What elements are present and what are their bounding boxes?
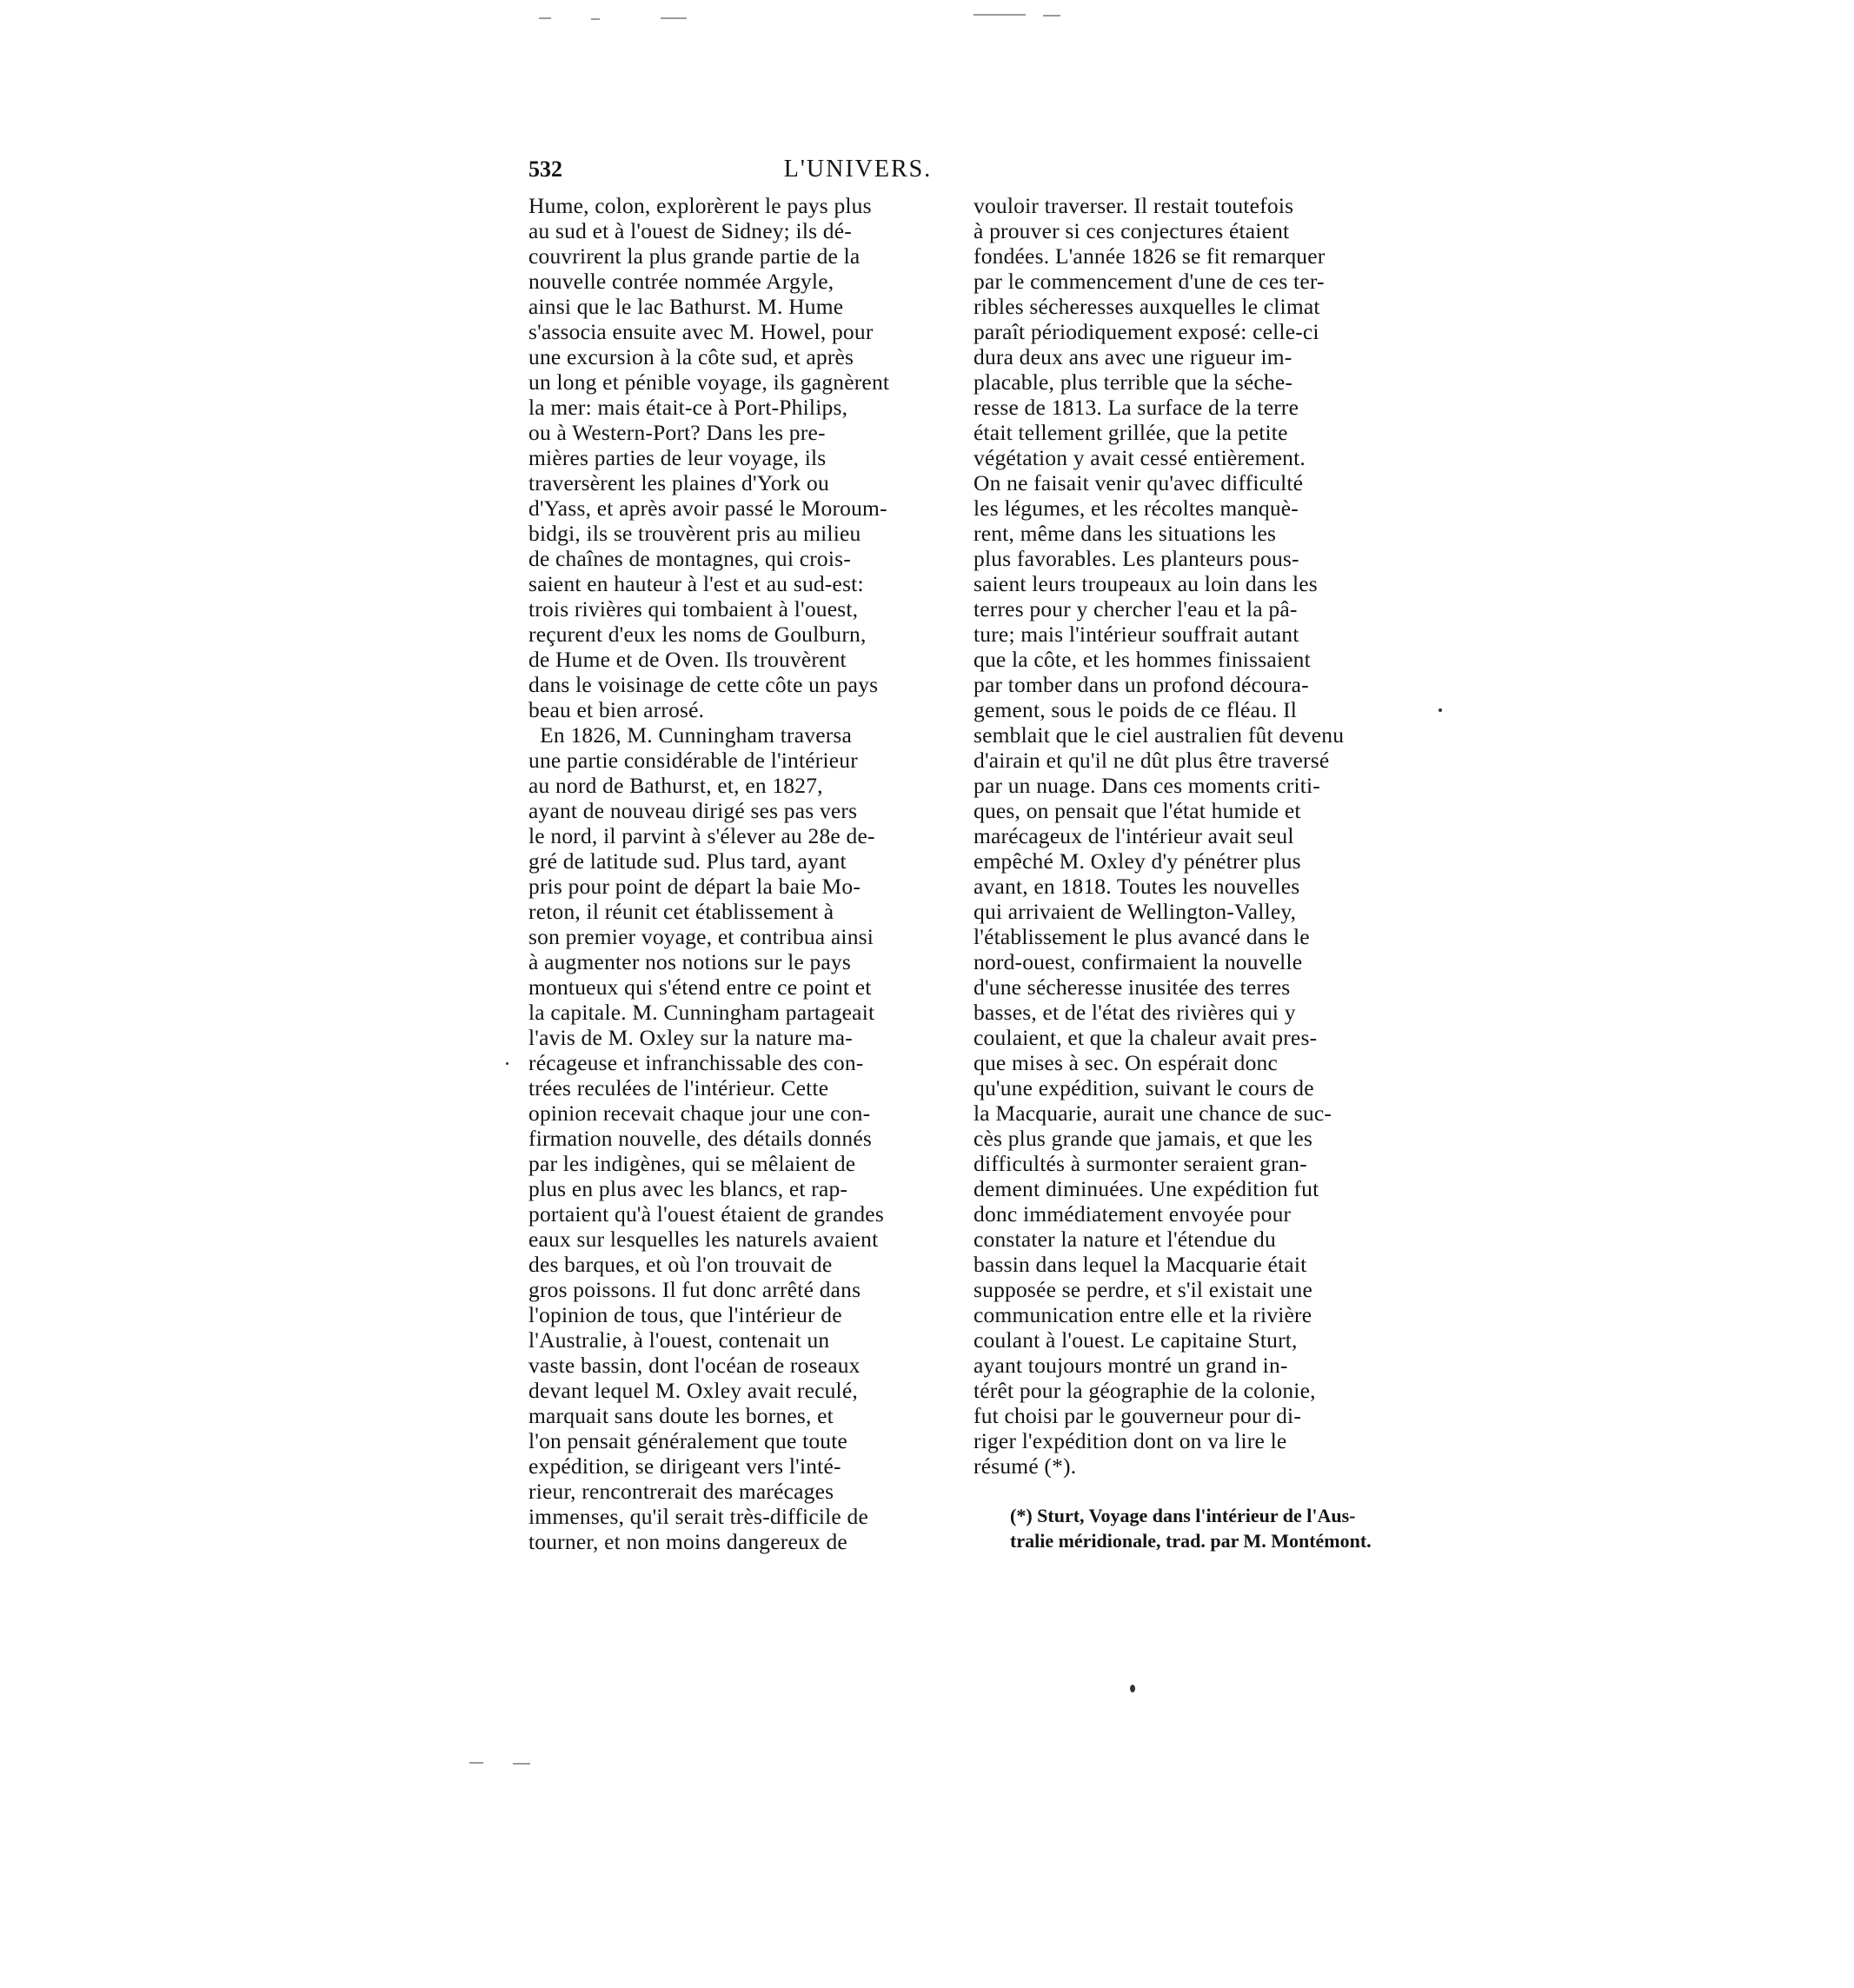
text-line: était tellement grillée, que la petite <box>974 420 1288 445</box>
text-line: ayant toujours montré un grand in- <box>974 1353 1288 1378</box>
text-line: s'associa ensuite avec M. Howel, pour <box>528 319 874 344</box>
right-text-column <box>974 193 1399 1479</box>
text-line: devant lequel M. Oxley avait reculé, <box>528 1378 858 1403</box>
scan-mark <box>661 17 687 19</box>
left-text-column <box>528 193 954 1554</box>
text-line: fondées. L'année 1826 se fit remarquer <box>974 243 1326 269</box>
footnote <box>1010 1504 1410 1554</box>
text-line: saient leurs troupeaux au loin dans les <box>974 571 1318 596</box>
text-line: On ne faisait venir qu'avec difficulté <box>974 470 1304 495</box>
text-line: difficultés à surmonter seraient gran- <box>974 1151 1307 1176</box>
text-line: portaient qu'à l'ouest étaient de grandes <box>528 1201 884 1227</box>
text-line: avant, en 1818. Toutes les nouvelles <box>974 874 1300 899</box>
text-line: d'Yass, et après avoir passé le Moroum- <box>528 495 887 521</box>
text-line: végétation y avait cessé entièrement. <box>974 445 1306 470</box>
text-line: bidgi, ils se trouvèrent pris au milieu <box>528 521 861 546</box>
text-line: saient en hauteur à l'est et au sud-est: <box>528 571 864 596</box>
text-line: d'airain et qu'il ne dût plus être traversé <box>974 748 1330 773</box>
text-line: traversèrent les plaines d'York ou <box>528 470 829 495</box>
text-line: par tomber dans un profond découra- <box>974 672 1309 697</box>
text-line: par un nuage. Dans ces moments criti- <box>974 773 1320 798</box>
text-line: vaste bassin, dont l'océan de roseaux <box>528 1353 861 1378</box>
scan-mark <box>1043 15 1060 17</box>
text-line: immenses, qu'il serait très-difficile de <box>528 1504 868 1529</box>
text-line: à augmenter nos notions sur le pays <box>528 949 852 974</box>
text-line: au sud et à l'ouest de Sidney; ils dé- <box>528 218 852 243</box>
text-line: gros poissons. Il fut donc arrêté dans <box>528 1277 861 1302</box>
text-line: l'avis de M. Oxley sur la nature ma- <box>528 1025 853 1050</box>
text-line: ques, on pensait que l'état humide et <box>974 798 1301 823</box>
text-line: nouvelle contrée nommée Argyle, <box>528 269 834 294</box>
text-line: expédition, se dirigeant vers l'inté- <box>528 1453 841 1479</box>
text-line: marquait sans doute les bornes, et <box>528 1403 834 1428</box>
text-line: coulant à l'ouest. Le capitaine Sturt, <box>974 1327 1298 1353</box>
text-line: par les indigènes, qui se mêlaient de <box>528 1151 856 1176</box>
text-line: dans le voisinage de cette côte un pays <box>528 672 879 697</box>
text-line: coulaient, et que la chaleur avait pres- <box>974 1025 1318 1050</box>
text-line: En 1826, M. Cunningham traversa <box>528 722 853 748</box>
text-line: opinion recevait chaque jour une con- <box>528 1100 871 1126</box>
text-line: trées reculées de l'intérieur. Cette <box>528 1075 829 1100</box>
text-line: cès plus grande que jamais, et que les <box>974 1126 1312 1151</box>
text-line: qu'une expédition, suivant le cours de <box>974 1075 1314 1100</box>
text-line: constater la nature et l'étendue du <box>974 1227 1276 1252</box>
text-line: au nord de Bathurst, et, en 1827, <box>528 773 823 798</box>
text-line: la Macquarie, aurait une chance de suc- <box>974 1100 1332 1126</box>
running-head: L'UNIVERS. <box>783 156 933 183</box>
text-line: bassin dans lequel la Macquarie était <box>974 1252 1307 1277</box>
text-line: plus en plus avec les blancs, et rap- <box>528 1176 848 1201</box>
text-line: riger l'expédition dont on va lire le <box>974 1428 1287 1453</box>
text-line: reçurent d'eux les noms de Goulburn, <box>528 622 867 647</box>
text-line: paraît périodiquement exposé: celle-ci <box>974 319 1319 344</box>
text-line: beau et bien arrosé. <box>528 697 705 722</box>
text-line: ou à Western-Port? Dans les pre- <box>528 420 826 445</box>
text-line: mières parties de leur voyage, ils <box>528 445 827 470</box>
text-line: récageuse et infranchissable des con- <box>528 1050 864 1075</box>
text-line: rieur, rencontrerait des marécages <box>528 1479 834 1504</box>
text-line: l'on pensait généralement que toute <box>528 1428 848 1453</box>
text-line: basses, et de l'état des rivières qui y <box>974 1000 1296 1025</box>
text-line: communication entre elle et la rivière <box>974 1302 1312 1327</box>
text-line: l'opinion de tous, que l'intérieur de <box>528 1302 842 1327</box>
text-line: une partie considérable de l'intérieur <box>528 748 858 773</box>
text-line: la capitale. M. Cunningham partageait <box>528 1000 875 1025</box>
text-line: supposée se perdre, et s'il existait une <box>974 1277 1313 1302</box>
text-line: firmation nouvelle, des détails donnés <box>528 1126 872 1151</box>
text-line: l'établissement le plus avancé dans le <box>974 924 1310 949</box>
text-line: d'une sécheresse inusitée des terres <box>974 974 1291 1000</box>
text-line: un long et pénible voyage, ils gagnèrent <box>528 369 890 395</box>
text-line: nord-ouest, confirmaient la nouvelle <box>974 949 1303 974</box>
text-line: resse de 1813. La surface de la terre <box>974 395 1299 420</box>
footnote-line: tralie méridionale, trad. par M. Montémont. <box>1010 1530 1372 1552</box>
text-line: de Hume et de Oven. Ils trouvèrent <box>528 647 847 672</box>
scan-mark <box>591 18 600 20</box>
scan-mark <box>974 14 1026 16</box>
text-line: résumé (*). <box>974 1453 1077 1479</box>
text-line: Hume, colon, explorèrent le pays plus <box>528 193 872 218</box>
text-line: couvrirent la plus grande partie de la <box>528 243 861 269</box>
text-line: semblait que le ciel australien fût devenu <box>974 722 1345 748</box>
text-line: plus favorables. Les planteurs pous- <box>974 546 1299 571</box>
text-line: à prouver si ces conjectures étaient <box>974 218 1290 243</box>
text-line: le nord, il parvint à s'élever au 28e de- <box>528 823 875 848</box>
text-line: térêt pour la géographie de la colonie, <box>974 1378 1316 1403</box>
text-line: marécageux de l'intérieur avait seul <box>974 823 1294 848</box>
text-line: placable, plus terrible que la séche- <box>974 369 1293 395</box>
text-line: gement, sous le poids de ce fléau. Il <box>974 697 1298 722</box>
footnote-line: (*) Sturt, Voyage dans l'intérieur de l'Aus- <box>1010 1505 1356 1526</box>
text-line: terres pour y chercher l'eau et la pâ- <box>974 596 1298 622</box>
text-line: tourner, et non moins dangereux de <box>528 1529 847 1554</box>
text-line: l'Australie, à l'ouest, contenait un <box>528 1327 830 1353</box>
text-line: par le commencement d'une de ces ter- <box>974 269 1325 294</box>
scan-speck <box>1439 708 1442 712</box>
text-line: ainsi que le lac Bathurst. M. Hume <box>528 294 844 319</box>
text-line: reton, il réunit cet établissement à <box>528 899 834 924</box>
text-line: donc immédiatement envoyée pour <box>974 1201 1292 1227</box>
text-line: trois rivières qui tombaient à l'ouest, <box>528 596 859 622</box>
text-line: des barques, et où l'on trouvait de <box>528 1252 833 1277</box>
text-line: rent, même dans les situations les <box>974 521 1277 546</box>
text-line: dement diminuées. Une expédition fut <box>974 1176 1319 1201</box>
scan-mark <box>539 17 551 19</box>
text-line: dura deux ans avec une rigueur im- <box>974 344 1292 369</box>
text-line: ayant de nouveau dirigé ses pas vers <box>528 798 858 823</box>
text-line: que mises à sec. On espérait donc <box>974 1050 1279 1075</box>
text-line: gré de latitude sud. Plus tard, ayant <box>528 848 847 874</box>
text-line: une excursion à la côte sud, et après <box>528 344 854 369</box>
scan-speck <box>506 1062 508 1065</box>
text-line: son premier voyage, et contribua ainsi <box>528 924 874 949</box>
scan-speck <box>1130 1685 1135 1692</box>
text-line: montueux qui s'étend entre ce point et <box>528 974 872 1000</box>
text-line: qui arrivaient de Wellington-Valley, <box>974 899 1297 924</box>
text-line: la mer: mais était-ce à Port-Philips, <box>528 395 848 420</box>
text-line: ture; mais l'intérieur souffrait autant <box>974 622 1299 647</box>
text-line: que la côte, et les hommes finissaient <box>974 647 1311 672</box>
text-line: ribles sécheresses auxquelles le climat <box>974 294 1320 319</box>
text-line: eaux sur lesquelles les naturels avaient <box>528 1227 879 1252</box>
scan-mark <box>513 1763 530 1765</box>
text-line: de chaînes de montagnes, qui crois- <box>528 546 851 571</box>
text-line: les légumes, et les récoltes manquè- <box>974 495 1299 521</box>
text-line: empêché M. Oxley d'y pénétrer plus <box>974 848 1301 874</box>
text-line: pris pour point de départ la baie Mo- <box>528 874 861 899</box>
scan-mark <box>469 1762 483 1764</box>
text-line: fut choisi par le gouverneur pour di- <box>974 1403 1302 1428</box>
text-line: vouloir traverser. Il restait toutefois <box>974 193 1294 218</box>
page-number: 532 <box>528 156 562 182</box>
